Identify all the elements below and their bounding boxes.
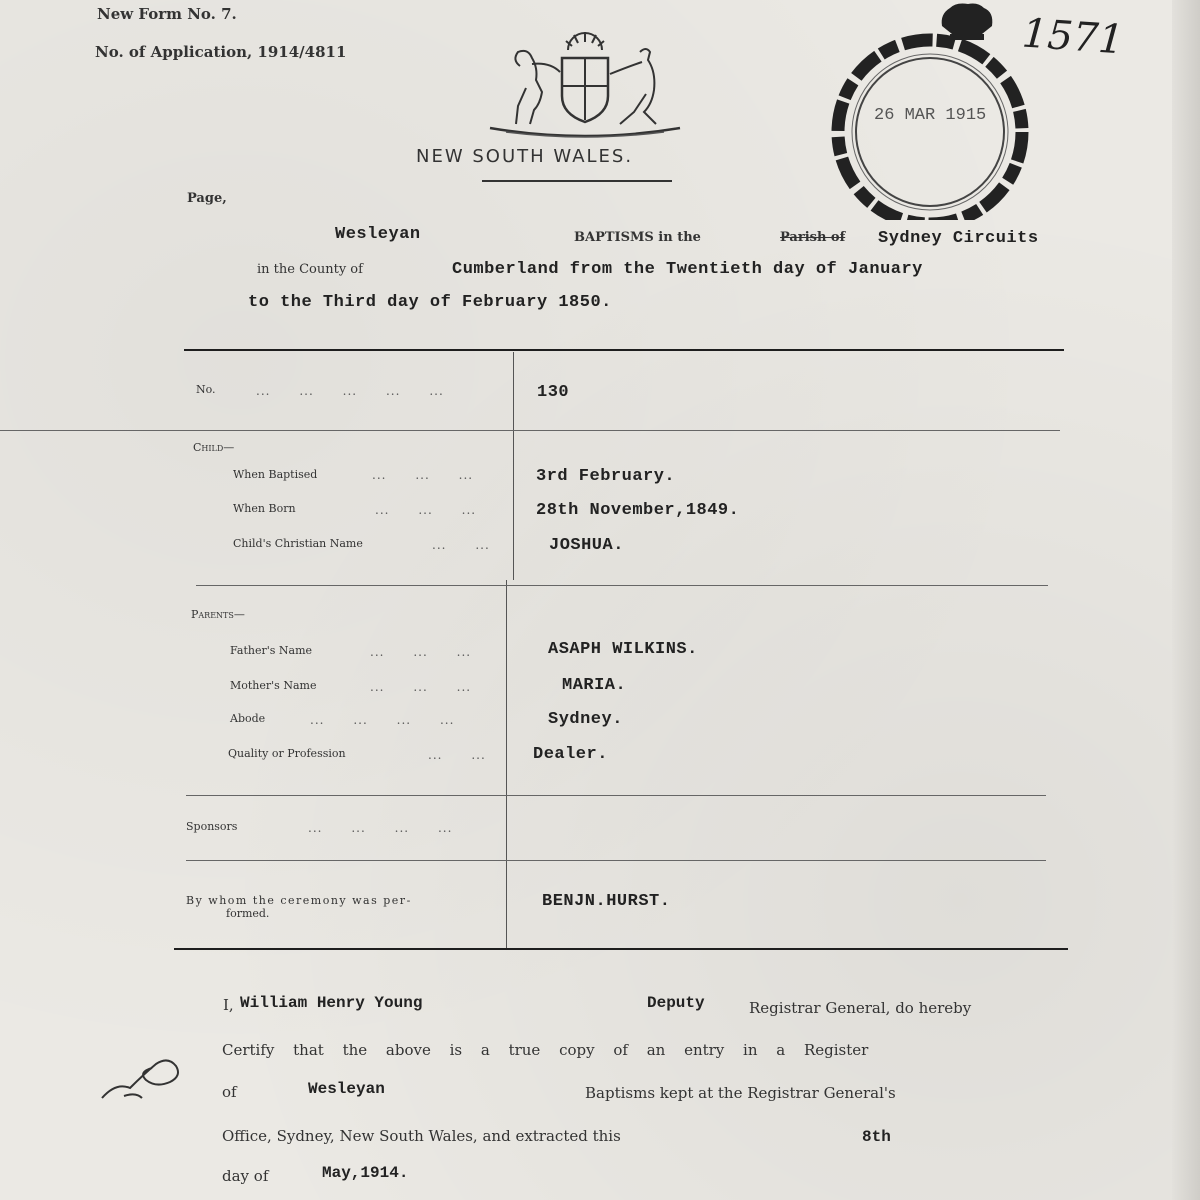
profession-label: Quality or Profession bbox=[228, 747, 346, 760]
christian-name-label: Child's Christian Name bbox=[233, 537, 363, 550]
dot-leader: ... ... bbox=[428, 748, 486, 762]
cert-day-of-label: day of bbox=[222, 1167, 269, 1185]
when-born-label: When Born bbox=[233, 502, 296, 515]
cert-i-label: I, bbox=[223, 996, 234, 1014]
table-divider-upper bbox=[513, 352, 514, 580]
coat-of-arms-icon bbox=[470, 32, 700, 142]
stamp-date: 26 MAR 1915 bbox=[874, 106, 987, 125]
table-top-rule bbox=[184, 349, 1064, 351]
registrar-text: Registrar General, do hereby bbox=[749, 999, 972, 1017]
child-heading: Child— bbox=[193, 441, 235, 454]
row-rule-child bbox=[196, 585, 1048, 586]
dot-leader: ... ... ... bbox=[372, 468, 474, 482]
handwritten-reference: 1571 bbox=[1020, 10, 1126, 64]
row-rule-no bbox=[0, 430, 1060, 431]
paper-edge bbox=[1172, 0, 1200, 1200]
circuit-value: Sydney Circuits bbox=[878, 229, 1039, 248]
father-label: Father's Name bbox=[230, 644, 313, 657]
sponsors-label: Sponsors bbox=[186, 820, 238, 833]
mother-value: MARIA. bbox=[562, 676, 627, 695]
deputy-name-value: William Henry Young bbox=[240, 994, 423, 1012]
title-rule bbox=[482, 180, 672, 182]
form-number: New Form No. 7. bbox=[97, 5, 237, 23]
cert-month-year-value: May,1914. bbox=[322, 1164, 409, 1182]
dot-leader: ... ... ... bbox=[370, 645, 472, 659]
when-born-value: 28th November,1849. bbox=[536, 501, 740, 520]
parents-heading: Parents— bbox=[191, 608, 245, 621]
profession-value: Dealer. bbox=[533, 745, 608, 764]
father-value: ASAPH WILKINS. bbox=[548, 640, 698, 659]
christian-name-value: JOSHUA. bbox=[549, 536, 624, 555]
cert-day-value: 8th bbox=[862, 1128, 891, 1146]
struck-parish-label: Parish of bbox=[780, 230, 846, 245]
table-divider-lower bbox=[506, 580, 507, 950]
ceremony-label-line2: formed. bbox=[226, 907, 270, 920]
when-baptised-value: 3rd February. bbox=[536, 467, 676, 486]
signature-flourish-icon bbox=[96, 1052, 192, 1106]
cert-of-label: of bbox=[222, 1083, 237, 1101]
table-bottom-rule bbox=[174, 948, 1068, 950]
when-baptised-label: When Baptised bbox=[233, 468, 318, 481]
row-rule-parents bbox=[186, 795, 1046, 796]
abode-label: Abode bbox=[230, 712, 266, 725]
county-period-value: Cumberland from the Twentieth day of January bbox=[452, 260, 923, 279]
dot-leader: ... ... bbox=[432, 538, 490, 552]
dot-leader: ... ... ... ... bbox=[308, 821, 453, 835]
period-end-value: to the Third day of February 1850. bbox=[248, 293, 612, 312]
baptisms-in-the-label: BAPTISMS in the bbox=[574, 230, 701, 245]
abode-value: Sydney. bbox=[548, 710, 623, 729]
row-rule-sponsors bbox=[186, 860, 1046, 861]
dot-leader: ... ... ... bbox=[375, 503, 477, 517]
ceremony-label-line1: By whom the ceremony was per- bbox=[186, 894, 412, 907]
cert-line4: Office, Sydney, New South Wales, and extracted this bbox=[222, 1127, 621, 1145]
cert-line3-rest: Baptisms kept at the Registrar General's bbox=[585, 1084, 896, 1102]
dot-leader: ... ... ... bbox=[370, 680, 472, 694]
application-number: No. of Application, 1914/4811 bbox=[95, 43, 347, 61]
certify-line: Certify that the above is a true copy of an entry in a Register bbox=[222, 1041, 869, 1059]
county-label: in the County of bbox=[257, 262, 363, 277]
mother-label: Mother's Name bbox=[230, 679, 317, 692]
dot-leader: ... ... ... ... bbox=[310, 713, 455, 727]
dot-leader: ... ... ... ... ... bbox=[256, 384, 444, 398]
ceremony-value: BENJN.HURST. bbox=[542, 892, 671, 911]
page-label: Page, bbox=[187, 191, 227, 206]
denomination-value: Wesleyan bbox=[335, 225, 421, 244]
cert-denomination-value: Wesleyan bbox=[308, 1080, 385, 1098]
document-title: NEW SOUTH WALES. bbox=[416, 146, 634, 167]
no-value: 130 bbox=[537, 383, 570, 402]
deputy-word-value: Deputy bbox=[647, 994, 705, 1012]
no-label: No. bbox=[196, 383, 216, 396]
